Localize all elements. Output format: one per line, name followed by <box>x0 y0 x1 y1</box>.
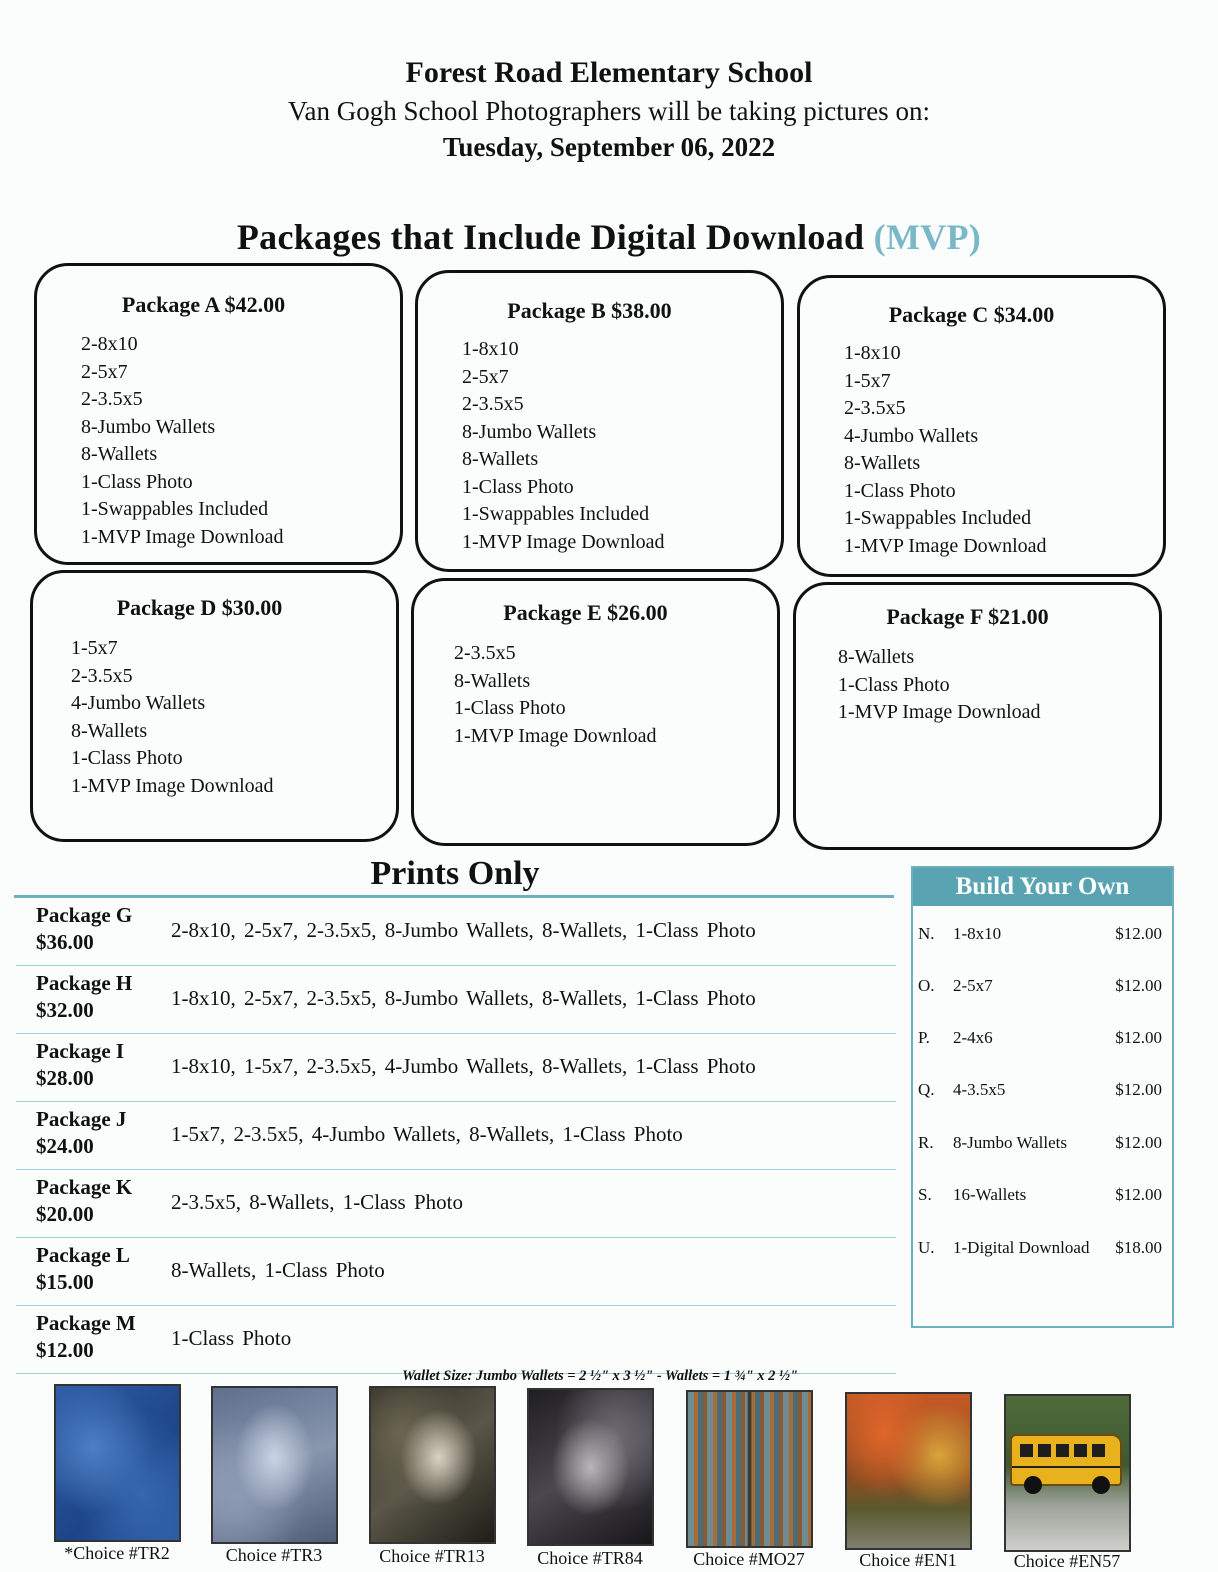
package-items <box>81 331 284 551</box>
package-items <box>71 635 274 800</box>
package-item: 1-Class Photo <box>462 475 574 498</box>
package-item: 8-Wallets <box>838 646 915 668</box>
package-item: 1-Class Photo <box>844 479 956 502</box>
print-package-row <box>16 1102 896 1170</box>
print-package-label: Package G <box>36 903 133 927</box>
bus-window <box>1020 1444 1033 1457</box>
package-items <box>844 340 1047 560</box>
print-package-row <box>16 898 896 966</box>
byo-letter: S. <box>918 1185 932 1204</box>
byo-letter: N. <box>918 924 935 943</box>
bus-window <box>1056 1444 1069 1457</box>
byo-item <box>918 1133 1168 1159</box>
byo-letter: Q. <box>918 1080 935 1099</box>
print-package-price: $28.00 <box>36 1066 94 1090</box>
print-package-contents: 2-3.5x5, 8-Wallets, 1-Class Photo <box>171 1190 463 1214</box>
print-package-label: Package J <box>36 1107 127 1131</box>
print-package-contents: 8-Wallets, 1-Class Photo <box>171 1258 385 1282</box>
package-items <box>454 640 657 750</box>
byo-price: $12.00 <box>1115 924 1162 943</box>
mvp-accent: (MVP) <box>873 217 982 257</box>
school-name: Forest Road Elementary School <box>405 56 813 89</box>
byo-name: 2-4x6 <box>953 1028 993 1047</box>
print-package-contents: 1-Class Photo <box>171 1326 292 1350</box>
package-item: 1-Class Photo <box>71 747 183 769</box>
package-item: 8-Wallets <box>81 443 158 465</box>
print-package-name <box>36 1174 132 1228</box>
print-package-price: $36.00 <box>36 930 94 954</box>
package-item: 2-3.5x5 <box>454 642 516 664</box>
package-item: 2-5x7 <box>462 365 509 388</box>
photographer-line: Van Gogh School Photographers will be taking pictures on: <box>288 96 930 126</box>
package-item: 2-5x7 <box>81 360 128 383</box>
package-item: 1-Swappables Included <box>844 507 1032 529</box>
print-package-contents: 2-8x10, 2-5x7, 2-3.5x5, 8-Jumbo Wallets, 8-Wallets, 1-Class Photo <box>171 918 756 942</box>
background-label: Choice #TR84 <box>537 1548 643 1568</box>
byo-name: 8-Jumbo Wallets <box>953 1133 1068 1152</box>
byo-item <box>918 1080 1168 1106</box>
byo-name: 1-8x10 <box>953 924 1002 943</box>
package-item: 8-Jumbo Wallets <box>462 420 597 443</box>
print-package-row <box>16 966 896 1034</box>
package-item: 1-Swappables Included <box>81 498 269 520</box>
byo-item <box>918 1185 1168 1211</box>
package-item: 8-Wallets <box>454 669 531 692</box>
background-label: Choice #MO27 <box>693 1549 805 1569</box>
package-c-box <box>797 275 1166 577</box>
prints-only-heading: Prints Only <box>370 855 540 892</box>
package-item: 1-Swappables Included <box>462 503 650 525</box>
bus-window <box>1092 1444 1105 1457</box>
package-item: 8-Wallets <box>71 719 148 742</box>
background-swatch-tr84[interactable] <box>527 1388 654 1546</box>
byo-price: $12.00 <box>1115 1185 1162 1204</box>
print-package-row <box>16 1034 896 1102</box>
package-item: 4-Jumbo Wallets <box>844 424 979 447</box>
package-item: 1-MVP Image Download <box>462 530 665 553</box>
package-item: 1-Class Photo <box>838 673 950 696</box>
package-title: Package F $21.00 <box>886 604 1049 629</box>
byo-price: $12.00 <box>1115 1080 1162 1099</box>
print-package-name <box>36 970 132 1024</box>
bus-wheel <box>1024 1476 1042 1494</box>
print-package-contents: 1-8x10, 2-5x7, 2-3.5x5, 8-Jumbo Wallets, 8-Wallets, 1-Class Photo <box>171 986 756 1010</box>
background-label: *Choice #TR2 <box>64 1543 170 1563</box>
background-label: Choice #EN57 <box>1013 1551 1121 1571</box>
package-item: 1-8x10 <box>462 338 519 360</box>
print-package-price: $12.00 <box>36 1338 94 1362</box>
package-item: 1-8x10 <box>844 342 901 364</box>
byo-name: 1-Digital Download <box>953 1238 1090 1257</box>
background-swatch-mo27[interactable] <box>686 1390 813 1548</box>
package-item: 1-5x7 <box>71 637 118 659</box>
package-item: 2-8x10 <box>81 333 138 355</box>
print-package-name <box>36 1106 126 1160</box>
background-swatch-en57[interactable] <box>1004 1394 1131 1552</box>
byo-letter: O. <box>918 976 935 995</box>
print-package-label: Package K <box>36 1175 133 1199</box>
wallet-size-note: Wallet Size: Jumbo Wallets = 2 ½" x 3 ½" - Wallets = 1 ¾" x 2 ½" <box>402 1368 798 1384</box>
byo-price: $12.00 <box>1115 1028 1162 1047</box>
print-package-name <box>36 902 132 956</box>
package-item: 8-Jumbo Wallets <box>81 415 216 438</box>
package-item: 2-3.5x5 <box>462 393 524 415</box>
print-package-name <box>36 1038 124 1092</box>
package-title: Package C $34.00 <box>888 302 1055 327</box>
package-item: 8-Wallets <box>462 448 539 470</box>
package-item: 8-Wallets <box>844 452 921 474</box>
byo-item <box>918 1238 1168 1264</box>
package-item: 1-MVP Image Download <box>71 774 274 797</box>
package-item: 1-Class Photo <box>81 470 193 493</box>
package-items <box>838 644 1041 727</box>
background-label: Choice #TR13 <box>379 1546 485 1566</box>
package-item: 1-MVP Image Download <box>81 525 284 548</box>
package-item: 1-Class Photo <box>454 697 566 719</box>
school-bus-picture <box>1010 1434 1122 1486</box>
byo-letter: P. <box>918 1028 930 1047</box>
bus-window <box>1074 1444 1087 1457</box>
package-e-box <box>411 578 780 846</box>
bus-wheel <box>1092 1476 1110 1494</box>
background-label: Choice #EN1 <box>859 1550 957 1570</box>
package-item: 1-MVP Image Download <box>454 724 657 747</box>
background-swatch-tr2[interactable] <box>54 1384 181 1542</box>
print-package-price: $24.00 <box>36 1134 94 1158</box>
print-package-label: Package L <box>36 1243 130 1267</box>
byo-letter: R. <box>918 1133 934 1152</box>
print-package-row <box>16 1170 896 1238</box>
print-package-price: $20.00 <box>36 1202 94 1226</box>
package-f-box <box>793 582 1162 850</box>
byo-price: $12.00 <box>1115 976 1162 995</box>
package-item: 2-3.5x5 <box>81 388 143 410</box>
print-package-contents: 1-5x7, 2-3.5x5, 4-Jumbo Wallets, 8-Wallets, 1-Class Photo <box>171 1122 683 1146</box>
package-item: 2-3.5x5 <box>71 664 133 687</box>
background-swatch-tr13[interactable] <box>369 1386 496 1544</box>
package-title: Package D $30.00 <box>116 595 283 620</box>
bus-stripe <box>1012 1466 1120 1468</box>
package-title: Package E $26.00 <box>503 600 668 625</box>
print-package-name <box>36 1310 136 1364</box>
print-package-contents: 1-8x10, 1-5x7, 2-3.5x5, 4-Jumbo Wallets, 8-Wallets, 1-Class Photo <box>171 1054 756 1078</box>
byo-name: 16-Wallets <box>953 1185 1027 1204</box>
print-package-price: $15.00 <box>36 1270 94 1294</box>
package-a-box <box>34 263 403 565</box>
byo-item <box>918 924 1168 950</box>
print-package-label: Package M <box>36 1311 136 1335</box>
package-d-box <box>30 570 399 842</box>
package-items <box>462 336 665 556</box>
package-item: 1-5x7 <box>844 369 891 392</box>
print-package-name <box>36 1242 130 1296</box>
package-item: 1-MVP Image Download <box>838 701 1041 723</box>
byo-price: $18.00 <box>1115 1238 1162 1257</box>
package-item: 2-3.5x5 <box>844 397 906 419</box>
package-item: 4-Jumbo Wallets <box>71 692 206 714</box>
print-package-price: $32.00 <box>36 998 94 1022</box>
byo-item <box>918 1028 1168 1054</box>
print-package-row <box>16 1306 896 1374</box>
byo-item <box>918 976 1168 1002</box>
byo-name: 4-3.5x5 <box>953 1080 1006 1099</box>
background-swatch-en1[interactable] <box>845 1392 972 1550</box>
heading-text: Packages that Include Digital Download <box>236 217 865 257</box>
picture-date: Tuesday, September 06, 2022 <box>442 132 776 162</box>
print-package-label: Package H <box>36 971 133 995</box>
background-swatch-tr3[interactable] <box>211 1386 338 1544</box>
package-b-box <box>415 270 784 572</box>
package-title: Package B $38.00 <box>507 298 672 323</box>
package-item: 1-MVP Image Download <box>844 534 1047 557</box>
print-package-row <box>16 1238 896 1306</box>
byo-letter: U. <box>918 1238 935 1257</box>
digital-packages-heading <box>0 216 1218 258</box>
bus-window <box>1038 1444 1051 1457</box>
package-title: Package A $42.00 <box>121 292 286 317</box>
build-your-own-heading: Build Your Own <box>913 868 1172 906</box>
print-package-label: Package I <box>36 1039 125 1063</box>
byo-price: $12.00 <box>1115 1133 1162 1152</box>
background-label: Choice #TR3 <box>225 1545 323 1565</box>
byo-name: 2-5x7 <box>953 976 993 995</box>
